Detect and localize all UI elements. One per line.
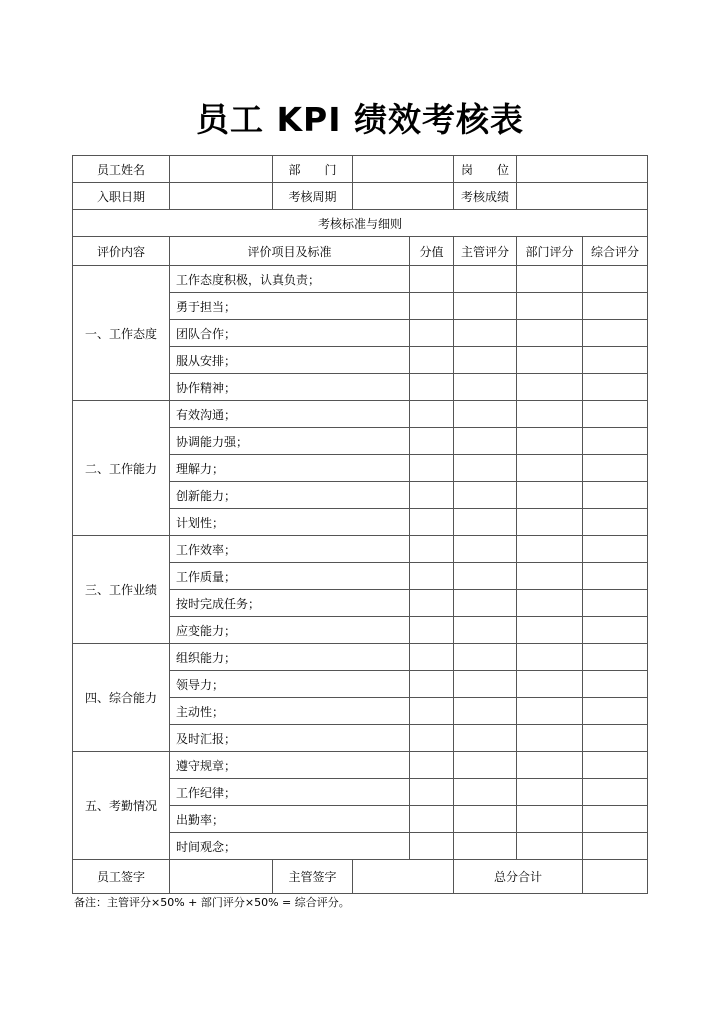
page-title: 员工 KPI 绩效考核表	[195, 100, 524, 139]
position-field[interactable]	[517, 156, 648, 183]
dept-score-cell[interactable]	[517, 725, 583, 752]
table-row	[73, 401, 648, 428]
manager-score-cell[interactable]	[454, 401, 517, 428]
score-cell[interactable]	[410, 320, 454, 347]
header-category: 评价内容	[73, 237, 170, 266]
criterion-cell: 遵守规章；	[170, 752, 410, 779]
criterion-cell: 组织能力；	[170, 644, 410, 671]
header-score: 分值	[410, 237, 454, 266]
header-item: 评价项目及标准	[170, 237, 410, 266]
manager-score-cell[interactable]	[454, 266, 517, 293]
manager-score-cell[interactable]	[454, 374, 517, 401]
manager-score-cell[interactable]	[454, 347, 517, 374]
total-score-cell[interactable]	[583, 266, 648, 293]
employee-sign-label: 员工签字	[73, 860, 170, 894]
criterion-cell: 工作纪律；	[170, 779, 410, 806]
total-score-cell[interactable]	[583, 590, 648, 617]
dept-score-cell[interactable]	[517, 374, 583, 401]
dept-score-cell[interactable]	[517, 644, 583, 671]
score-cell[interactable]	[410, 536, 454, 563]
score-cell[interactable]	[410, 671, 454, 698]
dept-score-cell[interactable]	[517, 536, 583, 563]
category-cell: 一、工作态度	[73, 266, 170, 401]
dept-score-cell[interactable]	[517, 806, 583, 833]
dept-score-cell[interactable]	[517, 752, 583, 779]
score-cell[interactable]	[410, 644, 454, 671]
header-dept: 部门评分	[517, 237, 583, 266]
total-score-cell[interactable]	[583, 293, 648, 320]
criterion-cell: 理解力；	[170, 455, 410, 482]
category-cell: 二、工作能力	[73, 401, 170, 536]
join-date-label: 入职日期	[73, 183, 170, 210]
dept-score-cell[interactable]	[517, 698, 583, 725]
criterion-cell: 工作效率；	[170, 536, 410, 563]
criterion-cell: 及时汇报；	[170, 725, 410, 752]
manager-score-cell[interactable]	[454, 509, 517, 536]
total-score-cell[interactable]	[583, 482, 648, 509]
period-field[interactable]	[353, 183, 454, 210]
score-cell[interactable]	[410, 455, 454, 482]
criterion-cell: 领导力；	[170, 671, 410, 698]
score-cell[interactable]	[410, 266, 454, 293]
criterion-cell: 有效沟通；	[170, 401, 410, 428]
total-score-cell[interactable]	[583, 563, 648, 590]
score-cell[interactable]	[410, 293, 454, 320]
score-cell[interactable]	[410, 779, 454, 806]
total-score-cell[interactable]	[583, 725, 648, 752]
dept-score-cell[interactable]	[517, 320, 583, 347]
manager-score-cell[interactable]	[454, 482, 517, 509]
criterion-cell: 勇于担当；	[170, 293, 410, 320]
manager-score-cell[interactable]	[454, 779, 517, 806]
header-manager: 主管评分	[454, 237, 517, 266]
total-score-cell[interactable]	[583, 806, 648, 833]
criterion-cell: 按时完成任务；	[170, 590, 410, 617]
criterion-cell: 协调能力强；	[170, 428, 410, 455]
criterion-cell: 工作态度积极，认真负责；	[170, 266, 410, 293]
total-score-cell[interactable]	[583, 374, 648, 401]
table-row	[73, 752, 648, 779]
header-total: 综合评分	[583, 237, 648, 266]
manager-score-cell[interactable]	[454, 752, 517, 779]
total-score-cell[interactable]	[583, 617, 648, 644]
score-cell[interactable]	[410, 806, 454, 833]
manager-score-cell[interactable]	[454, 293, 517, 320]
section-title: 考核标准与细则	[73, 210, 648, 237]
manager-score-cell[interactable]	[454, 428, 517, 455]
table-row	[73, 266, 648, 293]
dept-score-cell[interactable]	[517, 617, 583, 644]
manager-score-cell[interactable]	[454, 833, 517, 860]
criterion-cell: 工作质量；	[170, 563, 410, 590]
manager-score-cell[interactable]	[454, 644, 517, 671]
department-field[interactable]	[353, 156, 454, 183]
manager-score-cell[interactable]	[454, 455, 517, 482]
category-cell: 五、考勤情况	[73, 752, 170, 860]
total-score-cell[interactable]	[583, 833, 648, 860]
employee-name-field[interactable]	[170, 156, 273, 183]
join-date-field[interactable]	[170, 183, 273, 210]
total-score-cell[interactable]	[583, 401, 648, 428]
score-cell[interactable]	[410, 428, 454, 455]
score-cell[interactable]	[410, 509, 454, 536]
criterion-cell: 团队合作；	[170, 320, 410, 347]
dept-score-cell[interactable]	[517, 266, 583, 293]
score-cell[interactable]	[410, 347, 454, 374]
total-score-cell[interactable]	[583, 428, 648, 455]
manager-score-cell[interactable]	[454, 806, 517, 833]
total-score-cell[interactable]	[583, 644, 648, 671]
department-label: 部 门	[273, 156, 353, 183]
dept-score-cell[interactable]	[517, 293, 583, 320]
total-score-cell[interactable]	[583, 347, 648, 374]
criterion-cell: 主动性；	[170, 698, 410, 725]
manager-score-cell[interactable]	[454, 320, 517, 347]
category-cell: 四、综合能力	[73, 644, 170, 752]
score-cell[interactable]	[410, 401, 454, 428]
category-cell: 三、工作业绩	[73, 536, 170, 644]
table-row	[73, 644, 648, 671]
manager-score-cell[interactable]	[454, 563, 517, 590]
total-score-cell[interactable]	[583, 752, 648, 779]
score-cell[interactable]	[410, 374, 454, 401]
dept-score-cell[interactable]	[517, 347, 583, 374]
dept-score-cell[interactable]	[517, 482, 583, 509]
score-cell[interactable]	[410, 752, 454, 779]
score-cell[interactable]	[410, 833, 454, 860]
manager-score-cell[interactable]	[454, 617, 517, 644]
footnote: 备注：主管评分×50% + 部门评分×50% = 综合评分。	[74, 896, 350, 909]
criterion-cell: 应变能力；	[170, 617, 410, 644]
score-cell[interactable]	[410, 617, 454, 644]
score-cell[interactable]	[410, 725, 454, 752]
table-row	[73, 536, 648, 563]
total-score-cell[interactable]	[583, 698, 648, 725]
score-cell[interactable]	[410, 590, 454, 617]
manager-sign-field[interactable]	[353, 860, 454, 894]
kpi-table	[72, 155, 648, 894]
employee-name-label: 员工姓名	[73, 156, 170, 183]
manager-score-cell[interactable]	[454, 725, 517, 752]
manager-score-cell[interactable]	[454, 590, 517, 617]
total-score-cell[interactable]	[583, 509, 648, 536]
criterion-cell: 时间观念；	[170, 833, 410, 860]
dept-score-cell[interactable]	[517, 779, 583, 806]
dept-score-cell[interactable]	[517, 428, 583, 455]
criterion-cell: 出勤率；	[170, 806, 410, 833]
score-cell[interactable]	[410, 563, 454, 590]
position-label: 岗 位	[454, 156, 517, 183]
dept-score-cell[interactable]	[517, 671, 583, 698]
total-score-cell[interactable]	[583, 536, 648, 563]
total-score-cell[interactable]	[583, 455, 648, 482]
criterion-cell: 计划性；	[170, 509, 410, 536]
result-label: 考核成绩	[454, 183, 517, 210]
total-score-cell[interactable]	[583, 779, 648, 806]
manager-score-cell[interactable]	[454, 536, 517, 563]
total-score-cell[interactable]	[583, 671, 648, 698]
score-cell[interactable]	[410, 698, 454, 725]
score-cell[interactable]	[410, 482, 454, 509]
total-sum-label: 总分合计	[454, 860, 583, 894]
employee-sign-field[interactable]	[170, 860, 273, 894]
manager-score-cell[interactable]	[454, 671, 517, 698]
criterion-cell: 协作精神；	[170, 374, 410, 401]
criterion-cell: 服从安排；	[170, 347, 410, 374]
total-score-cell[interactable]	[583, 320, 648, 347]
manager-score-cell[interactable]	[454, 698, 517, 725]
dept-score-cell[interactable]	[517, 401, 583, 428]
period-label: 考核周期	[273, 183, 353, 210]
dept-score-cell[interactable]	[517, 563, 583, 590]
criterion-cell: 创新能力；	[170, 482, 410, 509]
dept-score-cell[interactable]	[517, 455, 583, 482]
dept-score-cell[interactable]	[517, 833, 583, 860]
dept-score-cell[interactable]	[517, 590, 583, 617]
dept-score-cell[interactable]	[517, 509, 583, 536]
result-field[interactable]	[517, 183, 648, 210]
total-sum-field[interactable]	[583, 860, 648, 894]
manager-sign-label: 主管签字	[273, 860, 353, 894]
